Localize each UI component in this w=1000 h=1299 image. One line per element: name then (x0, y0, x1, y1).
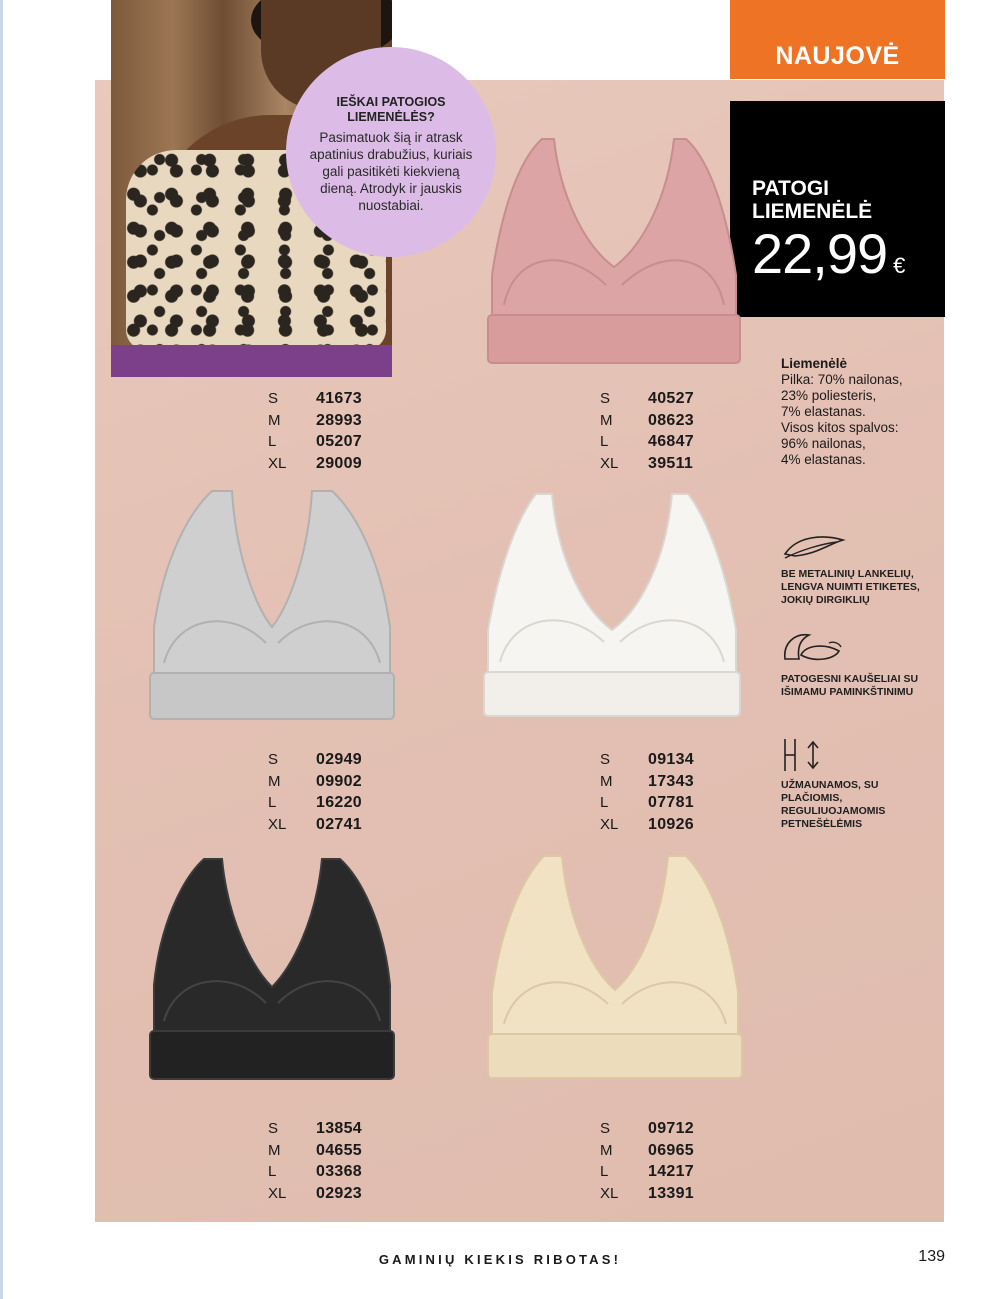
feature-padding (781, 629, 941, 699)
size-codes-white (600, 749, 730, 835)
size-row (268, 749, 398, 771)
product-code: 07781 (648, 794, 694, 811)
product-code: 02741 (316, 815, 362, 833)
product-code: 16220 (316, 794, 362, 811)
bra-nude (484, 852, 746, 1084)
product-code: 03368 (316, 1163, 362, 1180)
product-code: 39511 (648, 454, 694, 472)
feature-straps (781, 737, 941, 831)
size-codes-black (268, 1118, 398, 1204)
size-row (268, 453, 398, 475)
size-label: XL (600, 815, 619, 833)
size-row (268, 431, 398, 453)
price-value: 22,99 (752, 222, 888, 285)
size-label: XL (600, 1184, 619, 1202)
bra-white (480, 490, 744, 722)
description-line: 23% poliesteris, (781, 388, 877, 403)
size-row (268, 814, 398, 836)
price-box (730, 101, 945, 317)
product-code: 10926 (648, 815, 694, 833)
product-code: 28993 (316, 411, 362, 429)
size-label: L (268, 1163, 277, 1180)
size-label: M (600, 1141, 613, 1159)
bra-grey (146, 487, 398, 725)
page-edge-rule (0, 0, 3, 1299)
bra-pink (484, 135, 744, 371)
size-label: M (600, 411, 613, 429)
size-row (600, 749, 730, 771)
product-code: 17343 (648, 772, 694, 790)
size-codes-leopard (268, 388, 398, 474)
product-code: 14217 (648, 1163, 694, 1180)
bra-black (146, 855, 398, 1085)
size-row (268, 1183, 398, 1205)
info-bubble (286, 47, 496, 257)
padding-icon (781, 629, 847, 667)
limited-stock-notice: GAMINIŲ KIEKIS RIBOTAS! (378, 1252, 622, 1267)
size-label: S (600, 1120, 611, 1137)
size-row (268, 1140, 398, 1162)
new-badge: NAUJOVĖ (730, 0, 945, 79)
page-number: 139 (918, 1248, 945, 1265)
size-label: L (600, 1163, 609, 1180)
size-row (268, 771, 398, 793)
size-row (600, 1161, 730, 1183)
size-label: L (268, 433, 277, 450)
size-label: XL (268, 454, 287, 472)
description-line: 7% elastanas. (781, 404, 866, 419)
feather-icon (781, 532, 847, 562)
bubble-title: IEŠKAI PATOGIOS LIEMENĖLĖS? (336, 94, 446, 124)
product-code: 02923 (316, 1184, 362, 1202)
size-row (600, 771, 730, 793)
product-name-line2: LIEMENĖLĖ (752, 200, 873, 223)
description-line: Visos kitos spalvos: (781, 420, 899, 435)
size-label: M (600, 772, 613, 790)
product-description (781, 356, 946, 468)
product-code: 08623 (648, 411, 694, 429)
size-row (600, 388, 730, 410)
size-codes-nude (600, 1118, 730, 1204)
size-row (268, 410, 398, 432)
size-row (268, 792, 398, 814)
size-label: XL (268, 1184, 287, 1202)
size-label: L (600, 794, 609, 811)
product-code: 09902 (316, 772, 362, 790)
product-code: 46847 (648, 433, 694, 450)
feature-text: UŽMAUNAMOS, SU PLAČIOMIS, REGULIUOJAMOMIS PETNEŠĖLĖMIS (781, 779, 886, 830)
price (752, 222, 945, 295)
size-codes-pink (600, 388, 730, 474)
size-label: XL (600, 454, 619, 472)
size-row (600, 410, 730, 432)
bubble-body: Pasimatuok šią ir atrask apatinius drabužius, kuriais gali pasitikėti kiekvieną dieną. Atrodyk ir jauskis nuostabiai. (309, 129, 473, 213)
size-row (600, 431, 730, 453)
size-label: S (268, 1120, 279, 1137)
product-code: 13854 (316, 1120, 362, 1137)
product-code: 02949 (316, 751, 362, 768)
size-label: L (268, 794, 277, 811)
size-codes-grey (268, 749, 398, 835)
size-row (268, 388, 398, 410)
description-line: Pilka: 70% nailonas, (781, 372, 903, 387)
size-label: M (268, 1141, 281, 1159)
product-code: 09134 (648, 751, 694, 768)
description-title: Liemenėlė (781, 356, 848, 371)
size-label: S (268, 751, 279, 768)
currency: € (893, 253, 905, 278)
size-label: M (268, 411, 281, 429)
size-row (600, 453, 730, 475)
size-row (600, 1140, 730, 1162)
description-line: 96% nailonas, (781, 436, 866, 451)
size-row (600, 792, 730, 814)
product-code: 04655 (316, 1141, 362, 1159)
size-label: S (600, 751, 611, 768)
size-row (600, 1183, 730, 1205)
size-label: S (268, 390, 279, 407)
product-name-line1: PATOGI (752, 177, 830, 200)
product-code: 13391 (648, 1184, 694, 1202)
size-row (268, 1161, 398, 1183)
adjustable-strap-icon (781, 737, 825, 773)
feature-text: BE METALINIŲ LANKELIŲ, LENGVA NUIMTI ETIKETES, JOKIŲ DIRGIKLIŲ (781, 568, 920, 606)
product-code: 09712 (648, 1120, 694, 1137)
feature-text: PATOGESNI KAUŠELIAI SU IŠIMAMU PAMINKŠTINIMU (781, 673, 919, 698)
feature-no-wire (781, 532, 941, 607)
size-row (600, 1118, 730, 1140)
product-code: 29009 (316, 454, 362, 472)
description-line: 4% elastanas. (781, 452, 866, 467)
product-code: 40527 (648, 390, 694, 407)
product-code: 06965 (648, 1141, 694, 1159)
product-code: 05207 (316, 433, 362, 450)
size-row (600, 814, 730, 836)
size-label: S (600, 390, 611, 407)
size-label: M (268, 772, 281, 790)
size-label: L (600, 433, 609, 450)
size-label: XL (268, 815, 287, 833)
size-row (268, 1118, 398, 1140)
product-code: 41673 (316, 390, 362, 407)
